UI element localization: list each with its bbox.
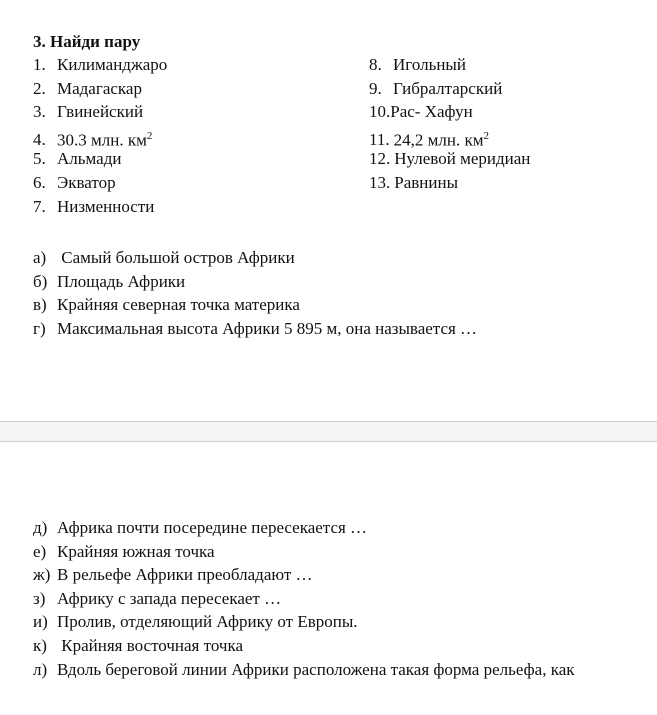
item-text: Мадагаскар — [57, 78, 142, 98]
page-break — [0, 421, 657, 442]
list-item — [33, 55, 167, 75]
list-item — [33, 149, 121, 169]
item-number: 6. — [33, 173, 46, 192]
item-text: Африка почти посередине пересекается … — [57, 518, 368, 537]
list-item — [369, 102, 473, 122]
superscript: 2 — [146, 129, 153, 142]
item-number: 3. — [33, 102, 46, 122]
list-item — [33, 660, 575, 680]
list-item — [33, 173, 116, 193]
superscript: 2 — [483, 129, 489, 142]
item-number: 8. — [369, 55, 382, 74]
item-text: Самый большой остров Африки — [57, 248, 295, 267]
list-item — [33, 102, 143, 122]
list-item — [33, 565, 313, 585]
item-text: Экватор — [57, 173, 116, 192]
list-item — [369, 55, 466, 75]
item-number: з) — [33, 588, 46, 608]
list-item — [33, 248, 295, 268]
item-text: Площадь Африки — [57, 271, 186, 291]
item-text: Килиманджаро — [57, 55, 168, 74]
list-item — [33, 79, 142, 99]
list-item — [33, 197, 154, 217]
list-item — [33, 636, 243, 656]
item-number: 13. — [369, 173, 391, 192]
list-item — [33, 542, 215, 562]
item-text: Гибралтарский — [393, 78, 503, 98]
list-item — [33, 518, 367, 538]
item-text: Нулевой меридиан — [394, 149, 531, 169]
item-number: д) — [33, 518, 48, 537]
item-number: 7. — [33, 196, 46, 216]
item-text: Альмади — [57, 149, 122, 169]
list-item — [369, 173, 458, 193]
item-text: Низменности — [57, 196, 155, 216]
item-text: Крайняя восточная точка — [57, 636, 243, 655]
item-number: в) — [33, 295, 47, 315]
item-text: Вдоль береговой линии Африки расположена такая форма рельефа, как — [57, 659, 575, 679]
item-number: 10. — [369, 102, 391, 122]
item-number: л) — [33, 659, 48, 679]
list-item — [33, 295, 300, 315]
item-text: Крайняя южная точка — [57, 541, 215, 561]
list-item — [369, 126, 489, 151]
item-number: г) — [33, 318, 46, 338]
list-item — [33, 126, 152, 151]
list-item — [33, 272, 185, 292]
item-number: 2. — [33, 78, 46, 98]
item-number: ж) — [33, 565, 51, 585]
item-number: 4. — [33, 130, 46, 150]
item-number: 1. — [33, 55, 46, 74]
item-text: Гвинейский — [57, 102, 144, 122]
item-text: Равнины — [394, 173, 458, 192]
item-number: 12. — [369, 149, 391, 169]
item-number: а) — [33, 248, 47, 267]
item-text: Игольный — [393, 55, 466, 74]
list-item — [369, 149, 530, 169]
item-number: е) — [33, 541, 47, 561]
item-text: Рас- Хафун — [390, 102, 473, 122]
task-title: 3. Найди пару — [33, 32, 141, 51]
item-text: Пролив, отделяющий Африку от Европы. — [57, 612, 358, 632]
item-text: 30.3 млн. км — [57, 130, 147, 150]
list-item — [33, 319, 477, 339]
item-text: Максимальная высота Африки 5 895 м, она называется … — [57, 318, 478, 338]
list-item — [33, 612, 358, 632]
item-text: 24,2 млн. км — [393, 130, 484, 150]
item-text: Крайняя северная точка материка — [57, 295, 300, 315]
item-number: б) — [33, 271, 48, 291]
list-item — [369, 79, 502, 99]
item-text: Африку с запада пересекает … — [57, 588, 282, 608]
item-number: 9. — [369, 78, 382, 98]
item-number: 5. — [33, 149, 46, 169]
item-text: В рельефе Африки преобладают … — [57, 565, 313, 585]
list-item — [33, 589, 281, 609]
item-number: к) — [33, 636, 47, 655]
item-number: и) — [33, 612, 48, 632]
item-number: 11. — [369, 130, 390, 150]
